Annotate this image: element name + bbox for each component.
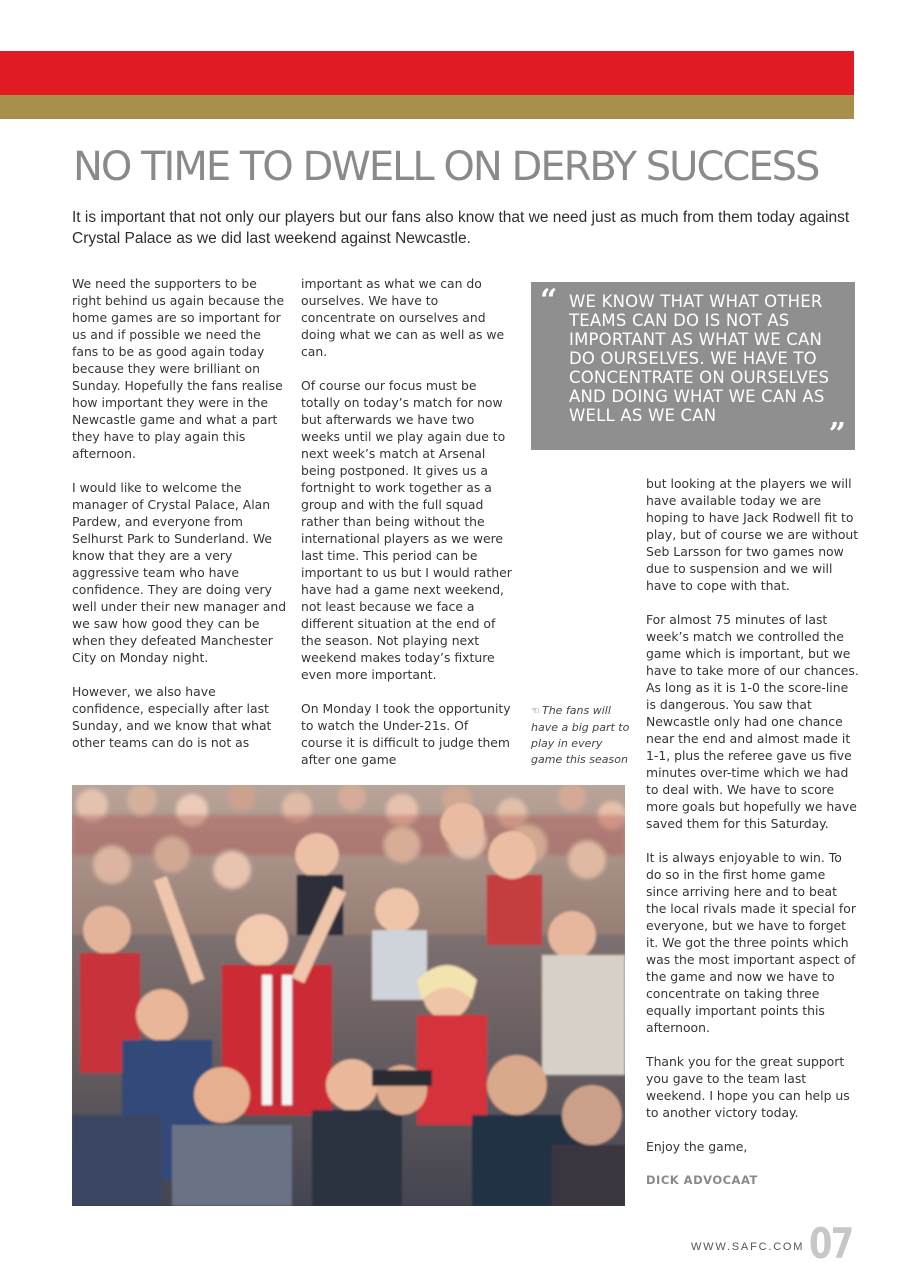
caption-text: The fans will have a big part to play in every game this season — [531, 704, 630, 766]
paragraph: For almost 75 minutes of last week’s match we controlled the game which is important, but we have to take more of our chances. As long as it is 1-0 the score-line is dangerous. You saw that Newcastle only had one chance near the end and almost made it 1-1, plus the referee gave us five minutes over-time which we had to deal with. We have to score more goals but hopefully we have saved them for this Saturday. — [646, 612, 859, 831]
paragraph: Thank you for the great support you gave to the team last weekend. I hope you can help us to another victory today. — [646, 1054, 850, 1120]
column-1 — [72, 275, 287, 768]
column-2 — [301, 275, 513, 785]
footer-url: WWW.SAFC.COM — [691, 1241, 805, 1253]
pointing-hand-icon: ☜ — [531, 706, 540, 717]
pull-quote-text: WE KNOW THAT WHAT OTHER TEAMS CAN DO IS NOT AS IMPORTANT AS WHAT WE CAN DO OURSELVES. WE HAVE TO CONCENTRATE ON OURSELVES AND DOING WHAT WE CAN AS WELL AS WE CAN — [569, 292, 830, 425]
open-quote-icon: “ — [540, 283, 558, 318]
paragraph: However, we also have confidence, especially after last Sunday, and we know that what other teams can do is not as — [72, 684, 272, 750]
paragraph: It is always enjoyable to win. To do so in the first home game since arriving here and to beat the local rivals made it special for everyone, but we have to forget it. We got the three points which was the most important aspect of the game and now we have to concentrate on taking three equally important points this afternoon. — [646, 850, 856, 1035]
paragraph: I would like to welcome the manager of Crystal Palace, Alan Pardew, and everyone from Selhurst Park to Sunderland. We know that they are a very aggressive team who have confidence. They are doing very well under their new manager and we saw how good they can be when they defeated Manchester City on Monday night. — [72, 480, 287, 665]
crowd-photo — [72, 785, 625, 1206]
header-red-band — [0, 51, 854, 95]
article-standfirst: It is important that not only our players but our fans also know that we need just as much from them today against Crystal Palace as we did last weekend against Newcastle. — [72, 209, 850, 247]
author-signature: DICK ADVOCAAT — [646, 1173, 758, 1187]
paragraph: Enjoy the game, — [646, 1139, 748, 1154]
close-quote-icon: ” — [828, 417, 846, 452]
paragraph: On Monday I took the opportunity to watch the Under-21s. Of course it is difficult to judge them after one game — [301, 701, 511, 767]
photo-caption — [531, 703, 631, 768]
page-number: 07 — [809, 1219, 853, 1268]
header-gold-band — [0, 95, 854, 119]
paragraph: important as what we can do ourselves. We have to concentrate on ourselves and doing what we can as well as we can. — [301, 276, 505, 359]
paragraph: Of course our focus must be totally on today’s match for now but afterwards we have two weeks until we play again due to next week’s match at Arsenal being postponed. It gives us a fortnight to work together as a group and with the full squad rather than being without the international players as we were last time. This period can be important to us but I would rather have had a game next weekend, not least because we face a different situation at the end of the season. Not playing next weekend makes today’s fixture even more important. — [301, 378, 512, 682]
paragraph: but looking at the players we will have available today we are hoping to have Jack Rodwell fit to play, but of course we are without Seb Larsson for two games now due to suspension and we will have to cope with that. — [646, 476, 859, 593]
column-3 — [646, 475, 860, 1206]
pull-quote — [531, 282, 855, 450]
paragraph: We need the supporters to be right behind us again because the home games are so important for us and if possible we need the fans to be as good again today because they were brilliant on Sunday. Hopefully the fans realise how important they were in the Newcastle game and what a part they have to play again this afternoon. — [72, 276, 285, 461]
article-headline: NO TIME TO DWELL ON DERBY SUCCESS — [73, 144, 819, 190]
